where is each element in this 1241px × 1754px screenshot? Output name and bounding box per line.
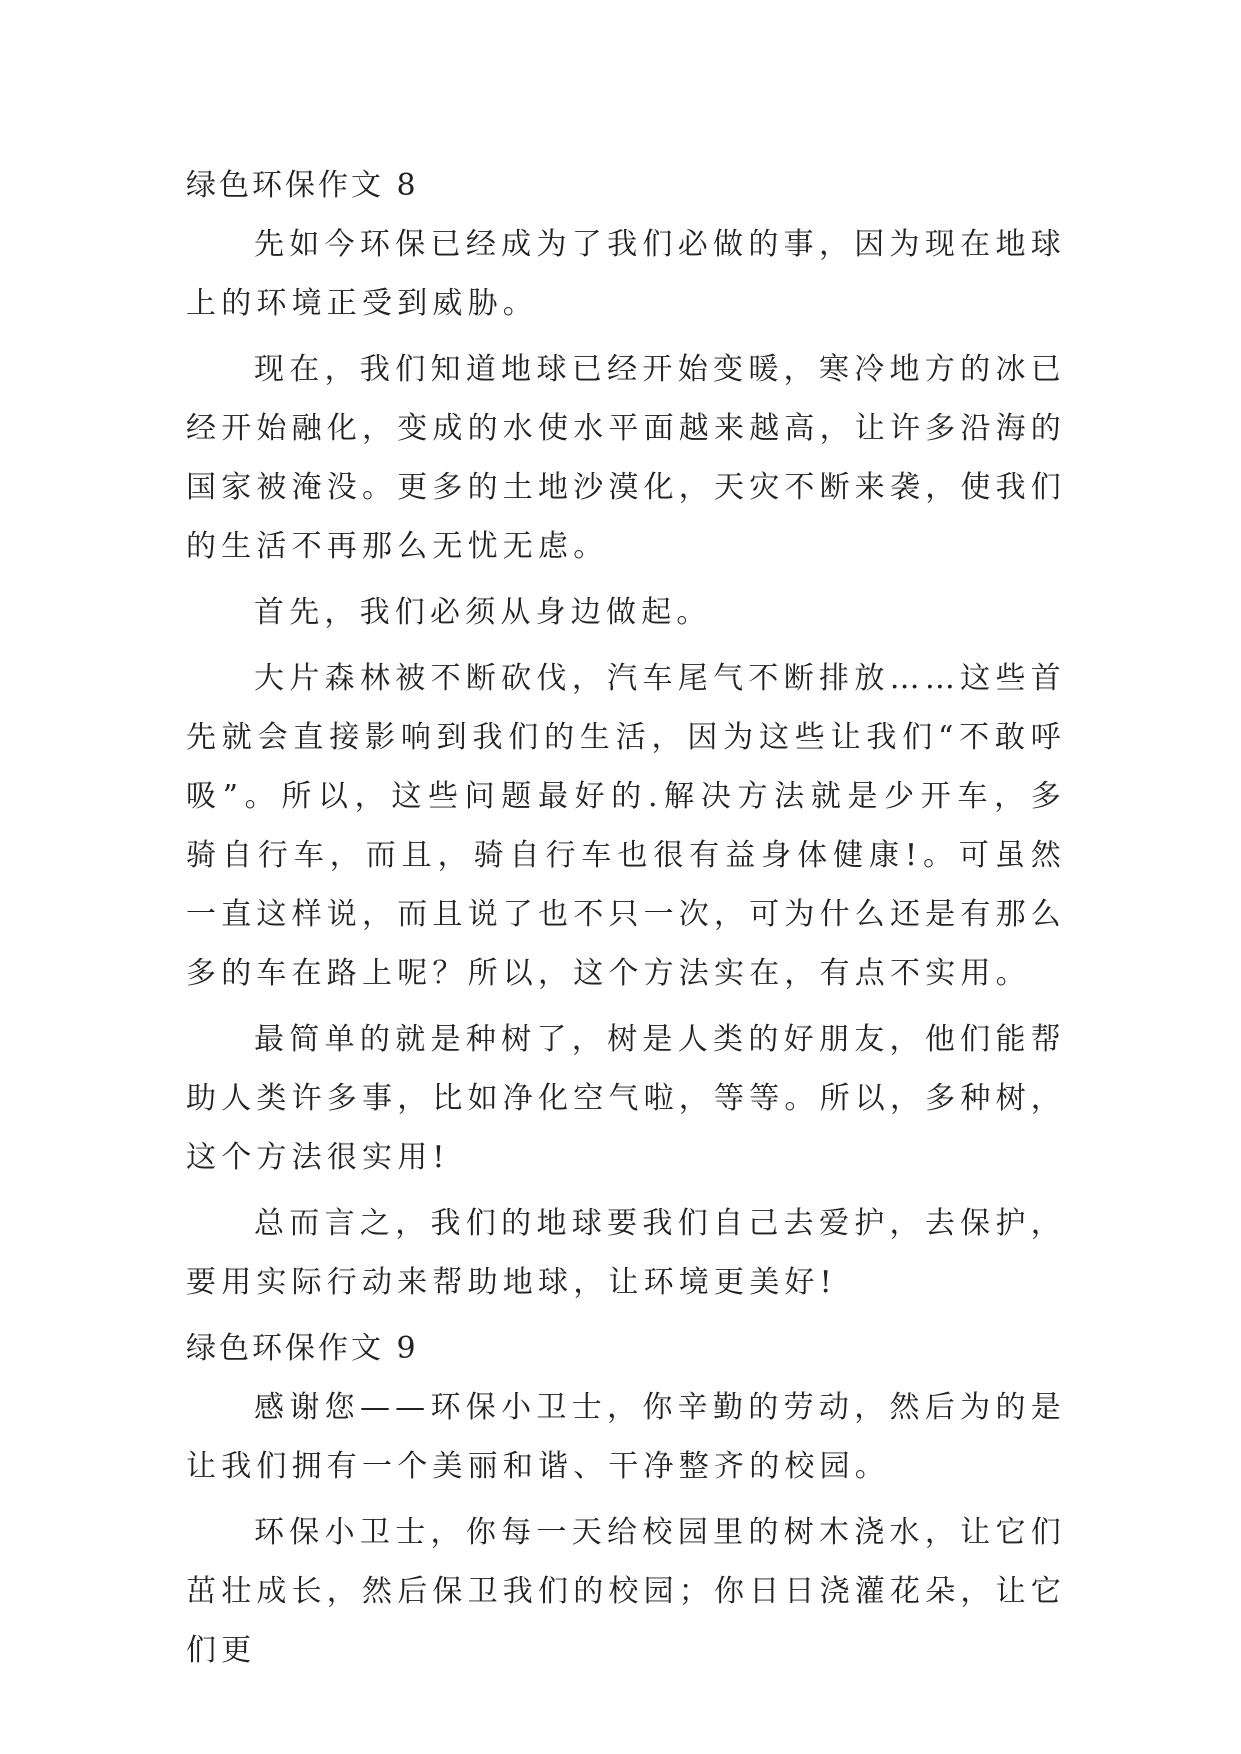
essay-9-paragraph-2: 环保小卫士，你每一天给校园里的树木浇水，让它们茁壮成长，然后保卫我们的校园；你日日浇灌花朵，让它们更 bbox=[186, 1515, 1066, 1668]
essay-8-paragraph-1: 先如今环保已经成为了我们必做的事，因为现在地球上的环境正受到威胁。 bbox=[186, 227, 1066, 321]
essay-8-paragraph-2: 现在，我们知道地球已经开始变暖，寒冷地方的冰已经开始融化，变成的水使水平面越来越高，让许多沿海的国家被淹没。更多的土地沙漠化，天灾不断来袭，使我们的生活不再那么无忧无虑。 bbox=[186, 352, 1066, 564]
essay-8-paragraph-5: 最简单的就是种树了，树是人类的好朋友，他们能帮助人类许多事，比如净化空气啦，等等。所以，多种树，这个方法很实用! bbox=[186, 1022, 1066, 1175]
essay-8-title: 绿色环保作文 8 bbox=[186, 168, 419, 203]
essay-9-title: 绿色环保作文 9 bbox=[186, 1331, 419, 1366]
essay-8-paragraph-3: 首先，我们必须从身边做起。 bbox=[254, 595, 712, 630]
essay-8-paragraph-6: 总而言之，我们的地球要我们自己去爱护，去保护，要用实际行动来帮助地球，让环境更美好! bbox=[186, 1206, 1066, 1300]
essay-9-paragraph-1: 感谢您——环保小卫士，你辛勤的劳动，然后为的是让我们拥有一个美丽和谐、干净整齐的校园。 bbox=[186, 1390, 1066, 1484]
essay-8-paragraph-4: 大片森林被不断砍伐，汽车尾气不断排放……这些首先就会直接影响到我们的生活，因为这些让我们“不敢呼吸”。所以，这些问题最好的.解决方法就是少开车，多骑自行车，而且，骑自行车也很有益身体健康!。可虽然一直这样说，而且说了也不只一次，可为什么还是有那么多的车在路上呢？所以，这个方法实在，有点不实用。 bbox=[186, 661, 1066, 991]
document-body bbox=[186, 156, 1066, 1687]
